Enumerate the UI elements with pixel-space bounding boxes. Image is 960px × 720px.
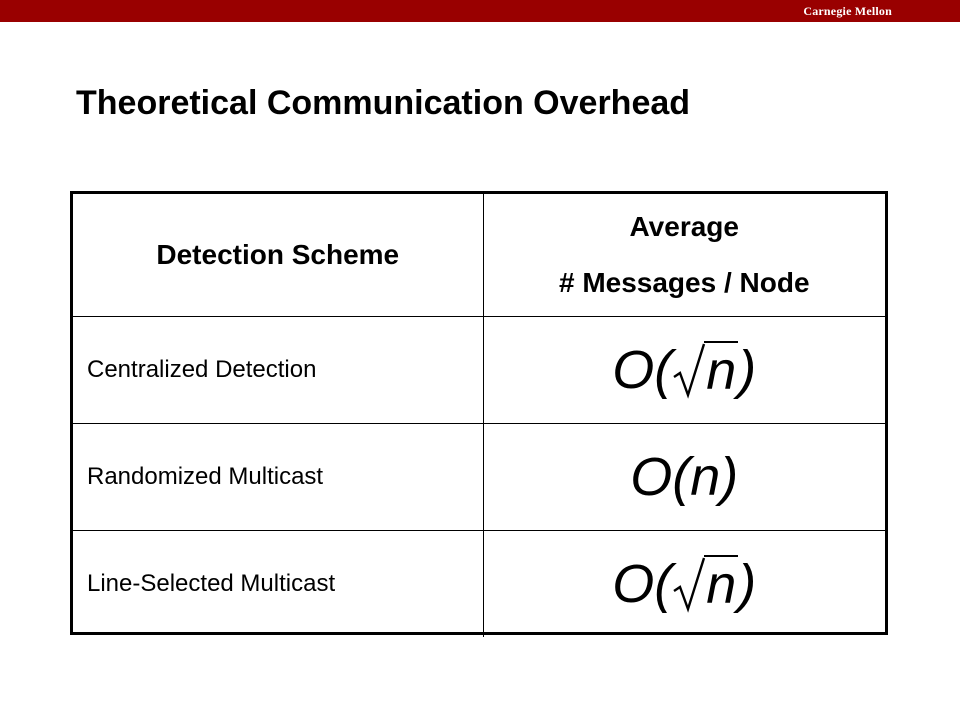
table-header-row [73,194,885,317]
complexity-expression [612,341,756,400]
complexity-expression [612,555,756,614]
square-root-icon [672,555,738,614]
overhead-table [70,191,888,635]
top-bar [0,0,960,22]
complexity-cell [483,531,885,638]
table-row [73,317,885,424]
expr-prefix: O( [612,340,673,400]
complexity-cell [483,317,885,424]
page-title: Theoretical Communication Overhead [76,84,691,122]
scheme-cell: Randomized Multicast [73,424,483,531]
header-average-line1: Average [629,211,739,242]
scheme-cell: Centralized Detection [73,317,483,424]
scheme-cell: Line-Selected Multicast [73,531,483,638]
carnegie-mellon-logo: Carnegie Mellon [803,4,892,18]
table-row [73,424,885,531]
expr-suffix: ) [738,340,757,400]
expr-prefix: O( [612,554,673,614]
header-average-messages [483,194,885,317]
complexity-cell [483,424,885,531]
expr-radicand: n [706,554,737,615]
header-detection-scheme: Detection Scheme [73,194,483,317]
table-row [73,531,885,638]
expr-suffix: ) [738,554,757,614]
header-average-line2: # Messages / Node [558,267,810,298]
expr-radicand: n [706,340,737,401]
square-root-icon [672,341,738,400]
complexity-expression: O(n) [630,447,739,507]
